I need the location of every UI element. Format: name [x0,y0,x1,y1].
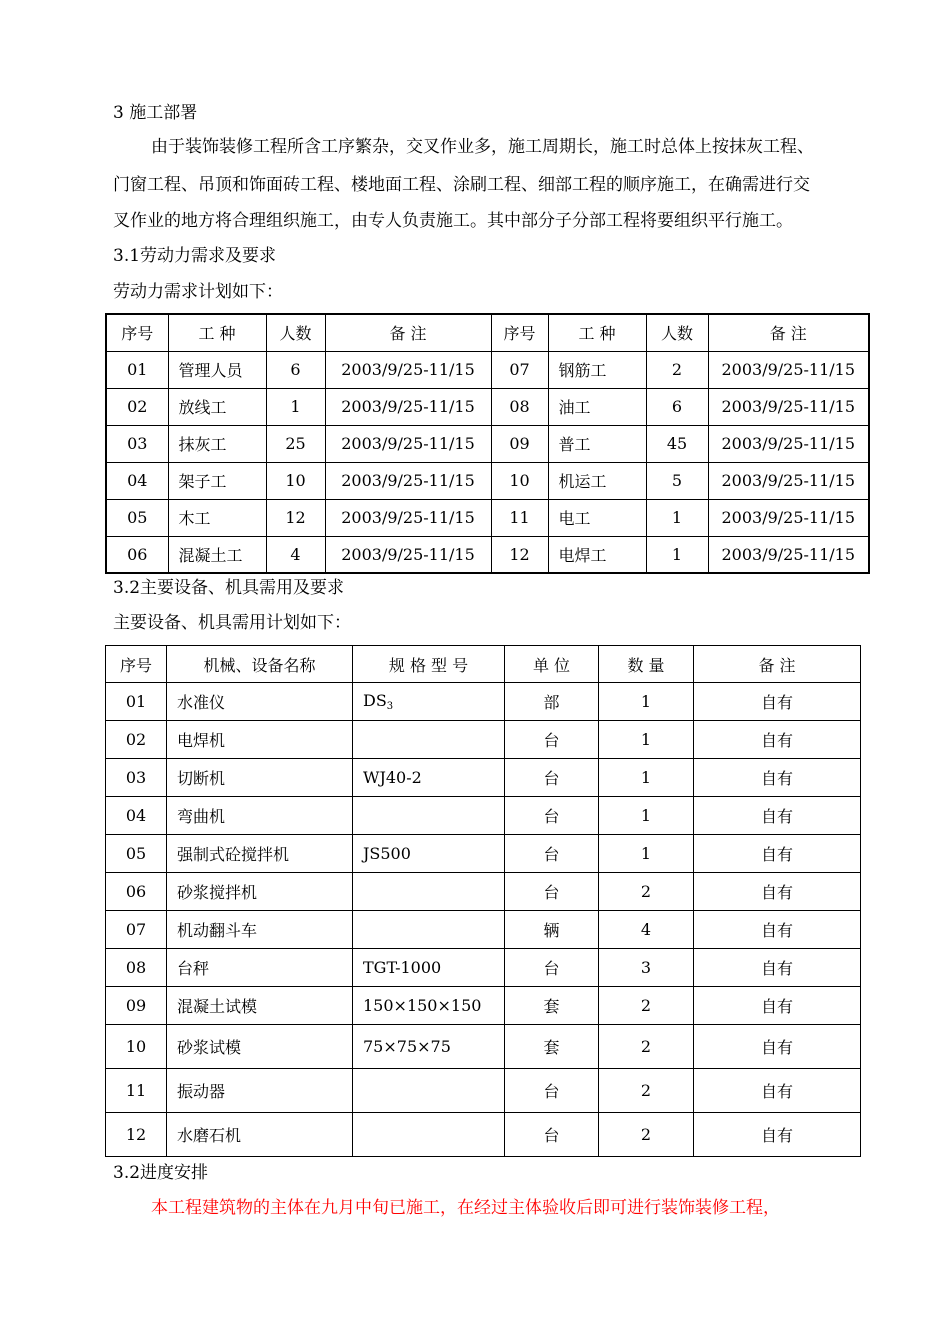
table-cell: 1 [646,499,708,536]
table-cell: 1 [599,797,694,835]
table-cell: 06 [106,536,168,573]
table-cell: 油工 [548,388,646,425]
table-cell: 3 [599,949,694,987]
table-header-row [106,314,869,351]
table-cell: 10 [491,462,548,499]
table-cell: 自有 [694,1069,861,1113]
table-cell: 自有 [694,683,861,721]
table-cell: 75×75×75 [353,1025,505,1069]
table-cell: 抹灰工 [168,425,266,462]
table-cell: 2003/9/25-11/15 [325,425,491,462]
header-cell: 备 注 [325,314,491,351]
table-cell: 09 [106,987,167,1025]
table-cell: 水准仪 [167,683,353,721]
table-row [106,425,869,462]
table-cell: 11 [106,1069,167,1113]
table-cell: 自有 [694,797,861,835]
table-cell: 25 [266,425,325,462]
table-cell: 4 [266,536,325,573]
table-cell: 2 [599,1069,694,1113]
table-row [106,1113,861,1157]
table-row [106,987,861,1025]
section-heading: 3 施工部署 [113,103,198,123]
header-cell: 备 注 [708,314,869,351]
table-cell: 2003/9/25-11/15 [325,351,491,388]
table-cell: 自有 [694,1113,861,1157]
table-cell: 管理人员 [168,351,266,388]
table-cell: 2 [646,351,708,388]
table-row [106,1069,861,1113]
table-cell: 振动器 [167,1069,353,1113]
table-row [106,1025,861,1069]
table-cell: 自有 [694,911,861,949]
table-row [106,949,861,987]
header-cell: 备 注 [694,646,861,683]
table-cell: 混凝土试模 [167,987,353,1025]
table-cell: 套 [505,987,599,1025]
paragraph-line-2: 门窗工程、吊顶和饰面砖工程、楼地面工程、涂刷工程、细部工程的顺序施工，在确需进行交 [113,175,810,195]
table-cell: 台 [505,873,599,911]
table-cell: 机运工 [548,462,646,499]
table-cell [353,911,505,949]
table-cell: 架子工 [168,462,266,499]
table-cell: TGT-1000 [353,949,505,987]
table-row [106,835,861,873]
table-cell: 1 [599,721,694,759]
table-cell: 台 [505,1069,599,1113]
table-cell: 自有 [694,873,861,911]
equipment-table [105,645,861,1157]
table-cell: 2003/9/25-11/15 [708,388,869,425]
table-cell: 2003/9/25-11/15 [325,499,491,536]
header-cell: 规 格 型 号 [353,646,505,683]
table-cell: 02 [106,388,168,425]
table-cell: 5 [646,462,708,499]
table-row [106,462,869,499]
table-cell: 1 [266,388,325,425]
table-cell [353,1113,505,1157]
table-cell: 钢筋工 [548,351,646,388]
table-cell: 01 [106,683,167,721]
table-row [106,873,861,911]
table-cell: JS500 [353,835,505,873]
table-cell: 放线工 [168,388,266,425]
table-row [106,721,861,759]
table-cell: 07 [491,351,548,388]
table-cell: 电工 [548,499,646,536]
table-cell: 12 [491,536,548,573]
table-header-row [106,646,861,683]
table-row [106,388,869,425]
table-cell: 自有 [694,1025,861,1069]
header-cell: 序号 [106,314,168,351]
table-cell: 2003/9/25-11/15 [708,536,869,573]
table-cell: 2003/9/25-11/15 [325,536,491,573]
table-cell: 水磨石机 [167,1113,353,1157]
table-cell: 木工 [168,499,266,536]
table-cell: 05 [106,499,168,536]
table-cell: 台 [505,1113,599,1157]
table-cell: 2 [599,873,694,911]
table-cell: 辆 [505,911,599,949]
table-cell: 2003/9/25-11/15 [708,351,869,388]
table-cell: 电焊工 [548,536,646,573]
table-cell: 2003/9/25-11/15 [708,425,869,462]
table-cell: 12 [106,1113,167,1157]
table-cell [353,1069,505,1113]
table-cell: 01 [106,351,168,388]
table-cell: 弯曲机 [167,797,353,835]
header-cell: 单 位 [505,646,599,683]
table-cell: 自有 [694,721,861,759]
table-cell: 05 [106,835,167,873]
table-cell: 10 [266,462,325,499]
table-cell: 切断机 [167,759,353,797]
table-cell: 45 [646,425,708,462]
table-cell: 台 [505,835,599,873]
header-cell: 数 量 [599,646,694,683]
table-cell: 2003/9/25-11/15 [708,499,869,536]
table-cell: 02 [106,721,167,759]
table-cell: 4 [599,911,694,949]
table-cell: 1 [646,536,708,573]
equipment-heading: 3.2主要设备、机具需用及要求 [113,578,345,598]
table-cell: 2003/9/25-11/15 [325,462,491,499]
table-cell: WJ40-2 [353,759,505,797]
header-cell: 序号 [106,646,167,683]
header-cell: 工 种 [168,314,266,351]
table-cell: 强制式砼搅拌机 [167,835,353,873]
labor-heading: 3.1劳动力需求及要求 [113,246,277,266]
header-cell: 序号 [491,314,548,351]
table-cell: 台 [505,949,599,987]
table-cell: 台 [505,797,599,835]
table-cell: 150×150×150 [353,987,505,1025]
equipment-intro: 主要设备、机具需用计划如下： [113,613,351,633]
table-cell: 6 [266,351,325,388]
table-cell: 08 [491,388,548,425]
table-cell: 06 [106,873,167,911]
schedule-heading: 3.2进度安排 [113,1163,209,1183]
table-cell: 03 [106,425,168,462]
table-row [106,499,869,536]
table-cell: 台 [505,759,599,797]
header-cell: 人数 [266,314,325,351]
table-cell: 台秤 [167,949,353,987]
table-cell: 08 [106,949,167,987]
header-cell: 机械、设备名称 [167,646,353,683]
table-cell: 台 [505,721,599,759]
table-cell: 12 [266,499,325,536]
labor-table [105,313,870,574]
table-cell: 自有 [694,987,861,1025]
table-cell: 普工 [548,425,646,462]
table-row [106,759,861,797]
table-cell [353,797,505,835]
labor-intro: 劳动力需求计划如下： [113,282,283,302]
table-row [106,797,861,835]
table-cell: 自有 [694,759,861,797]
table-cell: 04 [106,797,167,835]
table-cell [353,721,505,759]
table-cell: 2 [599,987,694,1025]
schedule-red-line: 本工程建筑物的主体在九月中旬已施工，在经过主体验收后即可进行装饰装修工程， [151,1198,780,1218]
table-cell: 2 [599,1025,694,1069]
table-row [106,351,869,388]
table-cell: 1 [599,835,694,873]
table-cell: 6 [646,388,708,425]
table-cell: 混凝土工 [168,536,266,573]
paragraph-line-1: 由于装饰装修工程所含工序繁杂，交叉作业多，施工周期长，施工时总体上按抹灰工程、 [151,137,814,157]
table-cell: 电焊机 [167,721,353,759]
table-cell: 04 [106,462,168,499]
table-row [106,683,861,721]
table-row [106,911,861,949]
paragraph-line-3: 叉作业的地方将合理组织施工，由专人负责施工。其中部分子分部工程将要组织平行施工。 [113,211,793,231]
table-cell: 03 [106,759,167,797]
table-cell: 1 [599,683,694,721]
table-cell: 09 [491,425,548,462]
model-text: DS [363,691,387,710]
table-cell: 2003/9/25-11/15 [708,462,869,499]
table-cell: 10 [106,1025,167,1069]
table-cell: 机动翻斗车 [167,911,353,949]
table-cell: 1 [599,759,694,797]
table-cell: 砂浆搅拌机 [167,873,353,911]
table-cell: 砂浆试模 [167,1025,353,1069]
table-cell: 自有 [694,835,861,873]
table-cell: 07 [106,911,167,949]
model-subscript: 3 [386,701,394,712]
table-row [106,536,869,573]
header-cell: 人数 [646,314,708,351]
table-cell: 自有 [694,949,861,987]
table-cell: 套 [505,1025,599,1069]
table-cell: 部 [505,683,599,721]
table-cell: 2003/9/25-11/15 [325,388,491,425]
table-cell: 2 [599,1113,694,1157]
table-cell [353,683,505,721]
header-cell: 工 种 [548,314,646,351]
table-cell: 11 [491,499,548,536]
table-cell [353,873,505,911]
